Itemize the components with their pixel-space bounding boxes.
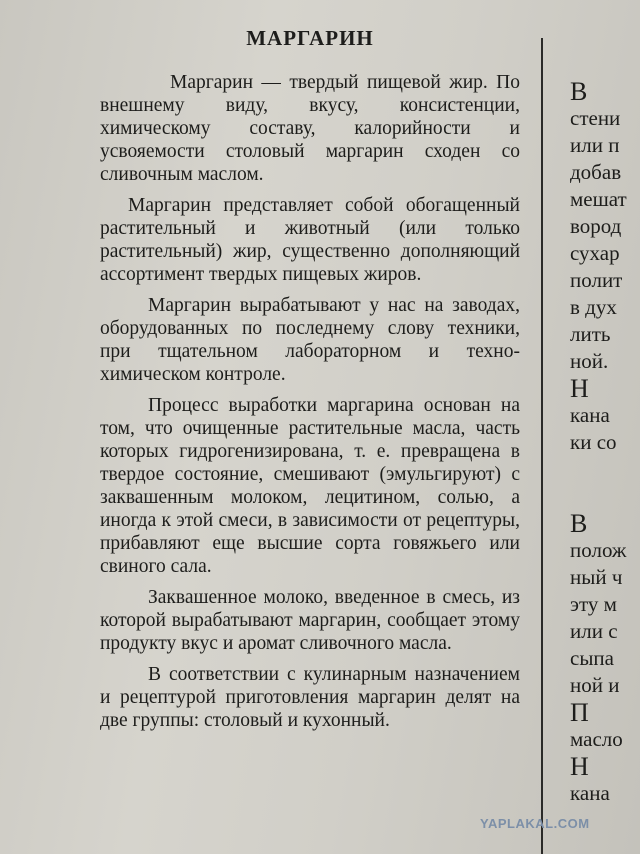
column-divider xyxy=(541,38,543,854)
right-column-line: П xyxy=(570,698,589,727)
right-column-line: вород xyxy=(570,214,622,238)
right-column-line: полож xyxy=(570,538,627,562)
right-column-line: ной и xyxy=(570,673,620,697)
paragraph-2: Маргарин представляет собой обогащенный растительный и животный (или только растительный) жир, существенно дополняющий ассортимент твердых пищевых жиров. xyxy=(100,195,520,285)
right-column-line: масло xyxy=(570,727,623,751)
right-column-line: стени xyxy=(570,106,621,130)
paragraph-1: Маргарин — твердый пищевой жир. По внешнему виду, вкусу, консистенции, химическому составу, калорийности и усвояемости столовый маргарин сходен со сливочным маслом. xyxy=(100,72,520,185)
right-column-line: Н xyxy=(570,374,589,403)
right-column-line: ной. xyxy=(570,349,609,373)
right-column-line: лить xyxy=(570,322,611,346)
right-column-line: кана xyxy=(570,403,610,427)
right-column-line: мешат xyxy=(570,187,627,211)
right-column-line: сыпа xyxy=(570,646,614,670)
right-column-line: полит xyxy=(570,268,623,292)
right-column-line: кана xyxy=(570,781,610,805)
right-column-line: В xyxy=(570,509,588,538)
right-column-line: добав xyxy=(570,160,622,184)
paragraph-4: Процесс выработки маргарина основан на том, что очищенные растительные масла, часть которых гидрогенизирована, т. е. превращена в твердое состояние, смешивают (эмульгируют) с заквашенным молоком, лецитином, солью, а иногда к этой смеси, в зависимости от рецептуры, прибавляют еще высшие сорта говяжьего или свиного сала. xyxy=(100,395,520,577)
right-column-line: в дух xyxy=(570,295,617,319)
right-column-line: или с xyxy=(570,619,618,643)
right-column-line xyxy=(570,483,640,510)
right-column-line xyxy=(570,456,640,483)
article-title: МАРГАРИН xyxy=(246,26,374,50)
paragraph-6: В соответствии с кулинарным назначением и рецептурой приготовления маргарин делят на две группы: столовый и кухонный. xyxy=(100,664,520,731)
right-column-line: или п xyxy=(570,133,620,157)
right-column-line: ный ч xyxy=(570,565,623,589)
left-column xyxy=(100,18,520,740)
right-column-line: сухар xyxy=(570,241,620,265)
paragraph-5: Заквашенное молоко, введенное в смесь, из которой вырабатывают маргарин, сообщает этому продукту вкус и аромат сливочного масла. xyxy=(100,587,520,654)
right-column-line: Н xyxy=(570,752,589,781)
paragraph-3: Маргарин вырабатывают у нас на заводах, оборудованных по последнему слову техники, при тщательном лабораторном и техно-химическом контроле. xyxy=(100,295,520,385)
right-column-fragment xyxy=(570,78,640,807)
right-column-line: В xyxy=(570,78,588,106)
right-column-line: эту м xyxy=(570,592,617,616)
watermark: YAPLAKAL.COM xyxy=(480,816,590,831)
right-column-line: ки со xyxy=(570,430,617,454)
